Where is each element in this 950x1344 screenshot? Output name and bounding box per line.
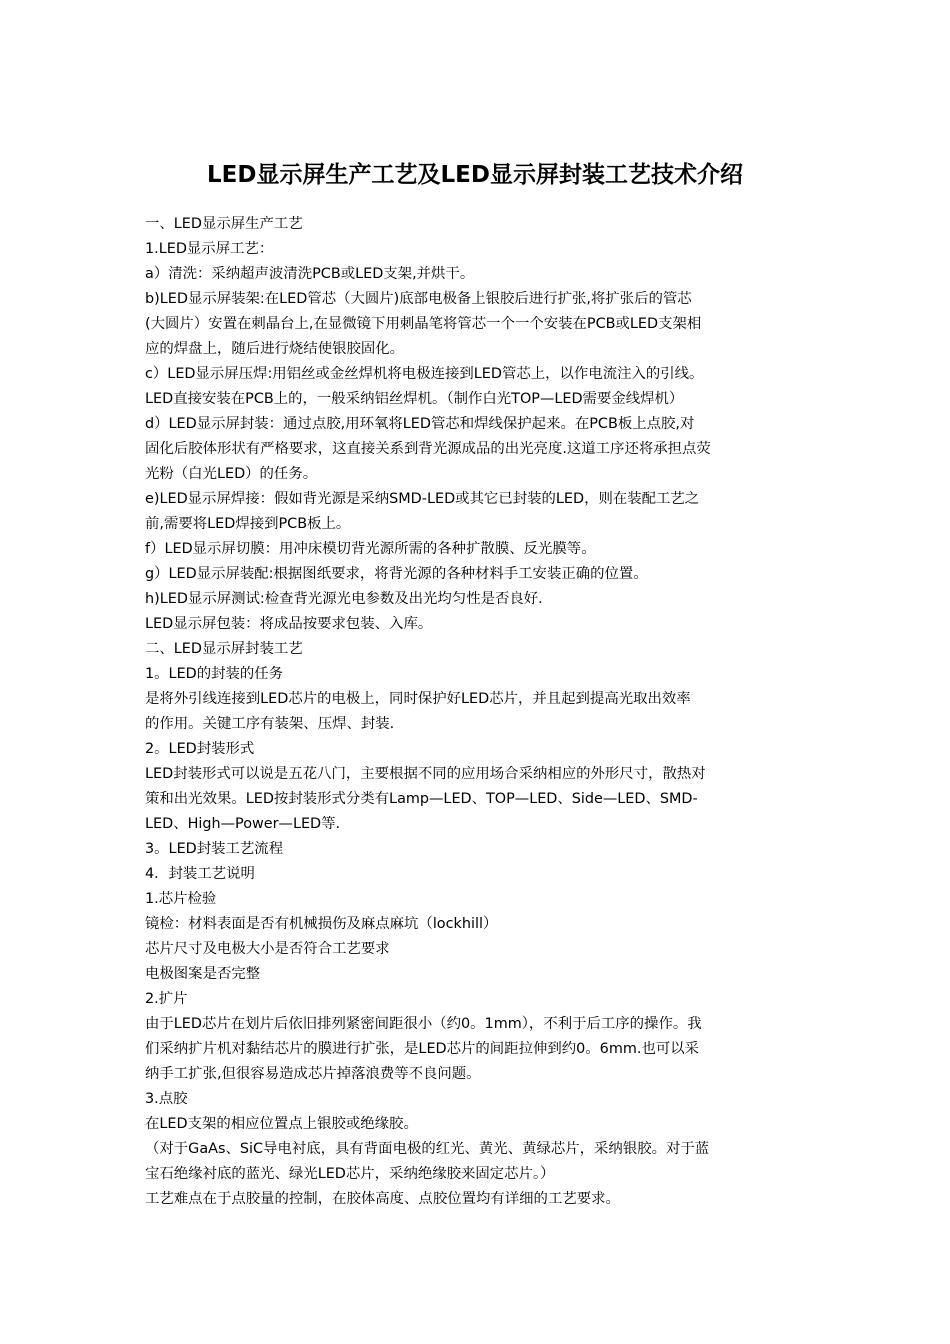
text-line: 2.扩片 [145,991,188,1007]
text-line: 电极图案是否完整 [145,966,261,982]
text-line: LED直接安装在PCB上的，一般采纳铝丝焊机。（制作白光TOP—LED需要金线焊机） [145,391,684,407]
text-line: 在LED支架的相应位置点上银胶或绝缘胶。 [145,1116,418,1132]
text-line: 纳手工扩张,但很容易造成芯片掉落浪费等不良问题。 [145,1066,481,1082]
text-line: 芯片尺寸及电极大小是否符合工艺要求 [145,941,390,957]
text-line: 2。LED封装形式 [145,741,255,757]
text-line: 策和出光效果。LED按封装形式分类有Lamp—LED、TOP—LED、Side—LED、SMD- [145,791,698,807]
text-line: 1.LED显示屏工艺： [145,241,274,257]
text-line: a）清洗：采纳超声波清洗PCB或LED支架,并烘干。 [145,266,475,282]
text-line: 一、LED显示屏生产工艺 [145,216,303,232]
text-line: 们采纳扩片机对黏结芯片的膜进行扩张，是LED芯片的间距拉伸到约0。6mm.也可以采 [145,1041,700,1057]
text-line: 前,需要将LED焊接到PCB板上。 [145,516,351,532]
text-line: 二、LED显示屏封装工艺 [145,641,303,657]
text-line: 宝石绝缘衬底的蓝光、绿光LED芯片，采纳绝缘胶来固定芯片。） [145,1166,555,1182]
text-line: 3.点胶 [145,1091,188,1107]
text-line: e)LED显示屏焊接：假如背光源是采纳SMD-LED或其它已封装的LED，则在装配工艺之 [145,491,700,507]
text-line: 1.芯片检验 [145,891,217,907]
text-line: 镜检：材料表面是否有机械损伤及麻点麻坑（lockhill） [145,916,498,932]
text-line: 工艺难点在于点胶量的控制，在胶体高度、点胶位置均有详细的工艺要求。 [145,1191,620,1207]
text-line: 应的焊盘上，随后进行烧结使银胶固化。 [145,341,405,357]
text-line: 1。LED的封装的任务 [145,666,284,682]
text-line: g）LED显示屏装配:根据图纸要求，将背光源的各种材料手工安装正确的位置。 [145,566,648,582]
text-line: 是将外引线连接到LED芯片的电极上，同时保护好LED芯片，并且起到提高光取出效率 [145,691,691,707]
text-line: LED封装形式可以说是五花八门，主要根据不同的应用场合采纳相应的外形尺寸，散热对 [145,766,706,782]
text-line: 由于LED芯片在划片后依旧排列紧密间距很小（约0。1mm），不利于后工序的操作。我 [145,1016,702,1032]
document-title: LED显示屏生产工艺及LED显示屏封装工艺技术介绍 [207,162,743,188]
text-line: d）LED显示屏封装：通过点胶,用环氧将LED管芯和焊线保护起来。在PCB板上点胶,对 [145,416,695,432]
text-line: h)LED显示屏测试:检查背光源光电参数及出光均匀性是否良好. [145,591,543,607]
text-line: 3。LED封装工艺流程 [145,841,284,857]
text-line: (大圆片）安置在刺晶台上,在显微镜下用刺晶笔将管芯一个一个安装在PCB或LED支架相 [145,316,702,332]
text-line: b)LED显示屏装架:在LED管芯（大圆片)底部电极备上银胶后进行扩张,将扩张后的管芯 [145,291,692,307]
text-line: 光粉（白光LED）的任务。 [145,466,318,482]
text-line: c）LED显示屏压焊:用铝丝或金丝焊机将电极连接到LED管芯上，以作电流注入的引线。 [145,366,704,382]
text-line: 4．封装工艺说明 [145,866,255,882]
text-line: （对于GaAs、SiC导电衬底，具有背面电极的红光、黄光、黄绿芯片，采纳银胶。对于蓝 [145,1141,710,1157]
text-line: 的作用。关键工序有装架、压焊、封装. [145,716,395,732]
document-body [145,212,815,1212]
text-line: LED、High—Power—LED等. [145,816,341,832]
text-line: 固化后胶体形状有严格要求，这直接关系到背光源成品的出光亮度.这道工序还将承担点荧 [145,441,711,457]
text-line: f）LED显示屏切膜：用冲床模切背光源所需的各种扩散膜、反光膜等。 [145,541,596,557]
text-line: LED显示屏包装：将成品按要求包装、入库。 [145,616,433,632]
